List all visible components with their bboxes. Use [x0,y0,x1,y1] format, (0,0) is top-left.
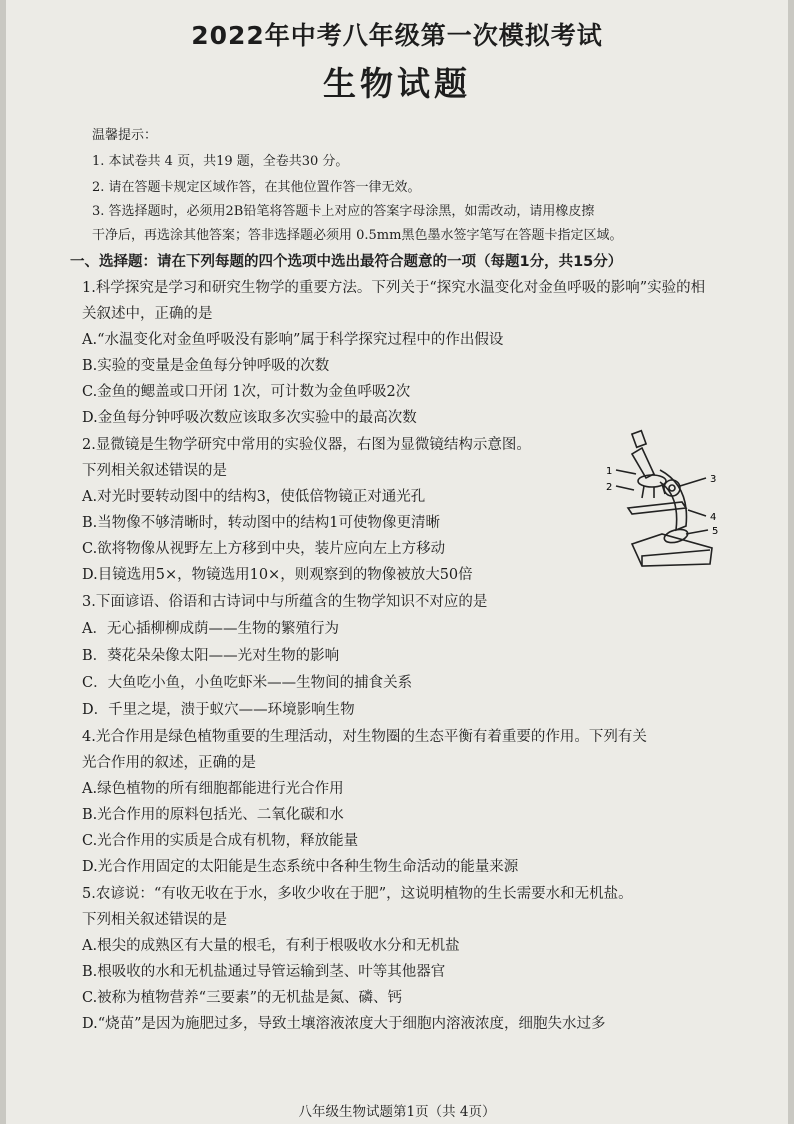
option-line: A.根尖的成熟区有大量的根毛，有利于根吸收水分和无机盐 [82,938,460,954]
option-line: C.金鱼的鳃盖或口开闭 1次，可计数为金鱼呼吸2次 [82,384,411,400]
figure-label: 5 [712,526,719,537]
microscope-figure [602,426,732,576]
subject-title: 生物试题 [323,64,471,103]
question-stem: 下列相关叙述错误的是 [82,912,227,928]
question-stem: 2.显微镜是生物学研究中常用的实验仪器，右图为显微镜结构示意图。 [82,437,531,453]
option-line: A.对光时要转动图中的结构3，使低倍物镜正对通光孔 [82,489,426,505]
option-line: C．大鱼吃小鱼，小鱼吃虾米——生物间的捕食关系 [82,675,413,691]
note-line: 干净后，再选涂其他答案；答非选择题必须用 0.5mm黑色墨水签字笔写在答题卡指定区域。 [92,228,623,243]
note-line: 2. 请在答题卡规定区域作答，在其他位置作答一律无效。 [92,180,421,195]
option-line: D.光合作用固定的太阳能是生态系统中各种生物生命活动的能量来源 [82,859,519,875]
option-line: B.实验的变量是金鱼每分钟呼吸的次数 [82,358,330,374]
option-line: D．千里之堤，溃于蚁穴——环境影响生物 [82,702,355,718]
option-line: B．葵花朵朵像太阳——光对生物的影响 [82,648,340,664]
question-stem: 5.农谚说：“有收无收在于水，多收少收在于肥”，这说明植物的生长需要水和无机盐。 [82,886,633,902]
question-stem: 4.光合作用是绿色植物重要的生理活动，对生物圈的生态平衡有着重要的作用。下列有关 [82,729,647,745]
option-line: A.绿色植物的所有细胞都能进行光合作用 [82,781,344,797]
option-line: B.当物像不够清晰时，转动图中的结构1可使物像更清晰 [82,515,440,531]
question-stem: 光合作用的叙述，正确的是 [82,755,256,771]
figure-label: 4 [710,512,717,523]
option-line: C.光合作用的实质是合成有机物，释放能量 [82,833,359,849]
scan-edge-right [788,0,794,1124]
option-line: C.欲将物像从视野左上方移到中央，装片应向左上方移动 [82,541,446,557]
page-footer: 八年级生物试题第1页（共 4页） [298,1104,496,1120]
figure-label: 3 [710,474,717,485]
scan-edge-left [0,0,6,1124]
note-line: 1. 本试卷共 4 页，共19 题，全卷共30 分。 [92,154,349,169]
note-line: 3. 答选择题时，必须用2B铅笔将答题卡上对应的答案字母涂黑，如需改动，请用橡皮擦 [92,204,595,219]
section-heading: 一、选择题：请在下列每题的四个选项中选出最符合题意的一项（每题1分，共15分） [70,254,623,270]
question-stem: 下列相关叙述错误的是 [82,463,227,479]
option-line: A．无心插柳柳成荫——生物的繁殖行为 [82,621,339,637]
notes-heading: 温馨提示： [92,128,158,143]
option-line: B.光合作用的原料包括光、二氧化碳和水 [82,807,344,823]
option-line: C.被称为植物营养“三要素”的无机盐是氮、磷、钙 [82,990,403,1006]
figure-label: 2 [606,482,613,493]
figure-label: 1 [606,466,613,477]
option-line: D.“烧苗”是因为施肥过多，导致土壤溶液浓度大于细胞内溶液浓度，细胞失水过多 [82,1016,606,1032]
option-line: B.根吸收的水和无机盐通过导管运输到茎、叶等其他器官 [82,964,446,980]
option-line: D.目镜选用5×，物镜选用10×，则观察到的物像被放大50倍 [82,567,473,583]
question-stem: 3.下面谚语、俗语和古诗词中与所蕴含的生物学知识不对应的是 [82,594,488,610]
question-stem: 1.科学探究是学习和研究生物学的重要方法。下列关于“探究水温变化对金鱼呼吸的影响”实验的相 [82,280,706,296]
question-stem: 关叙述中，正确的是 [82,306,213,322]
option-line: A.“水温变化对金鱼呼吸没有影响”属于科学探究过程中的作出假设 [82,332,504,348]
exam-title: 2022年中考八年级第一次模拟考试 [191,21,603,50]
option-line: D.金鱼每分钟呼吸次数应该取多次实验中的最高次数 [82,410,417,426]
